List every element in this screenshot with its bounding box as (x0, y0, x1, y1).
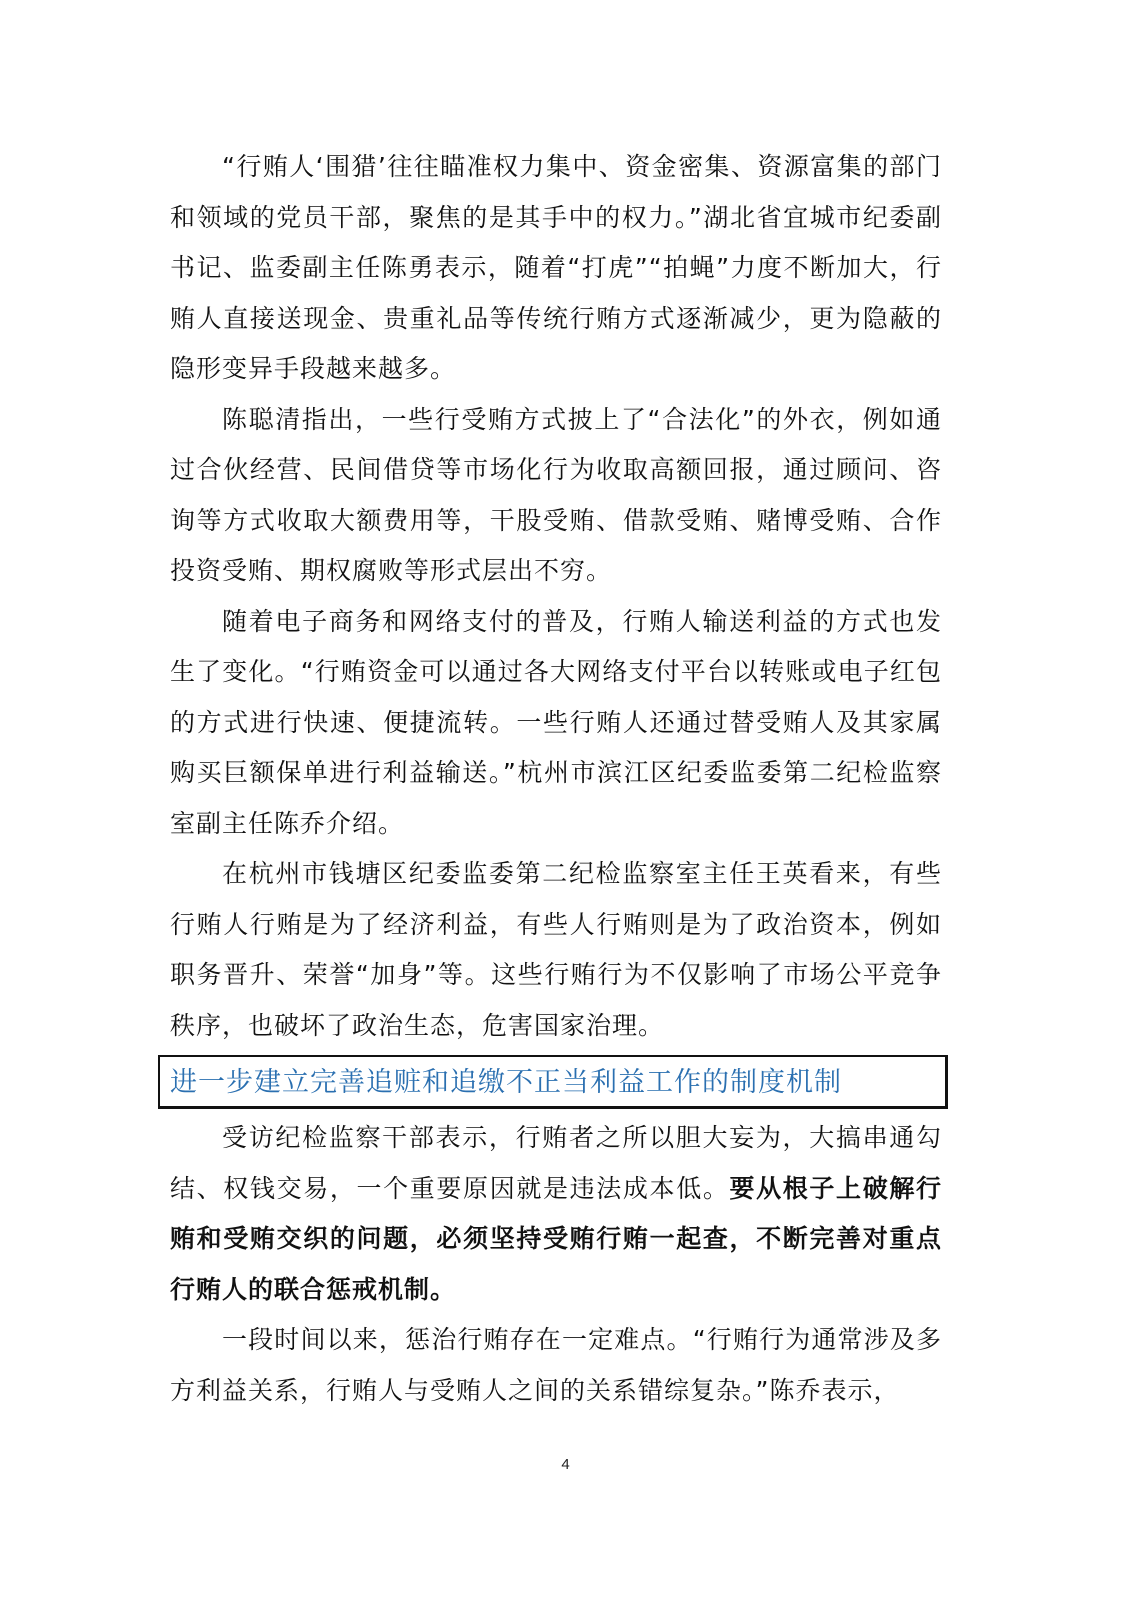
article-body (170, 142, 942, 1416)
page-number: 4 (561, 1456, 570, 1473)
paragraph-joint-punishment (170, 1113, 942, 1315)
section-heading-box (158, 1055, 948, 1109)
paragraph-legalized-bribery: 陈聪清指出，一些行受贿方式披上了“合法化”的外衣，例如通过合伙经营、民间借贷等市场化行为收取高额回报，通过顾问、咨询等方式收取大额费用等，干股受贿、借款受贿、赌博受贿、合作投资受贿、期权腐败等形式层出不穷。 (170, 404, 942, 585)
paragraph-difficulty: 一段时间以来，惩治行贿存在一定难点。“行贿行为通常涉及多方利益关系，行贿人与受贿人之间的关系错综复杂。”陈乔表示， (170, 1325, 942, 1405)
paragraph-bribery-hunting: “行贿人‘围猎’往往瞄准权力集中、资金密集、资源富集的部门和领域的党员干部，聚焦的是其手中的权力。”湖北省宜城市纪委副书记、监委副主任陈勇表示，随着“打虎”“拍蝇”力度不断加大，行贿人直接送现金、贵重礼品等传统行贿方式逐渐减少，更为隐蔽的隐形变异手段越来越多。 (170, 152, 942, 383)
section-heading: 进一步建立完善追赃和追缴不正当利益工作的制度机制 (170, 1067, 842, 1098)
paragraph-normal-text: 受访纪检监察干部表示，行贿者之所以胆大妄为，大搞串通勾结、权钱交易，一个重要原因就是违法成本低。 (170, 1123, 942, 1203)
paragraph-online-payment: 随着电子商务和网络支付的普及，行贿人输送利益的方式也发生了变化。“行贿资金可以通过各大网络支付平台以转账或电子红包的方式进行快速、便捷流转。一些行贿人还通过替受贿人及其家属购买巨额保单进行利益输送。”杭州市滨江区纪委监委第二纪检监察室副主任陈乔介绍。 (170, 606, 942, 838)
paragraph-bold-text: 要从根子上破解行贿和受贿交织的问题，必须坚持受贿行贿一起查，不断完善对重点行贿人的联合惩戒机制。 (170, 1173, 942, 1304)
paragraph-political-capital: 在杭州市钱塘区纪委监委第二纪检监察室主任王英看来，有些行贿人行贿是为了经济利益，有些人行贿则是为了政治资本，例如职务晋升、荣誉“加身”等。这些行贿行为不仅影响了市场公平竞争秩序，也破坏了政治生态，危害国家治理。 (170, 859, 942, 1040)
